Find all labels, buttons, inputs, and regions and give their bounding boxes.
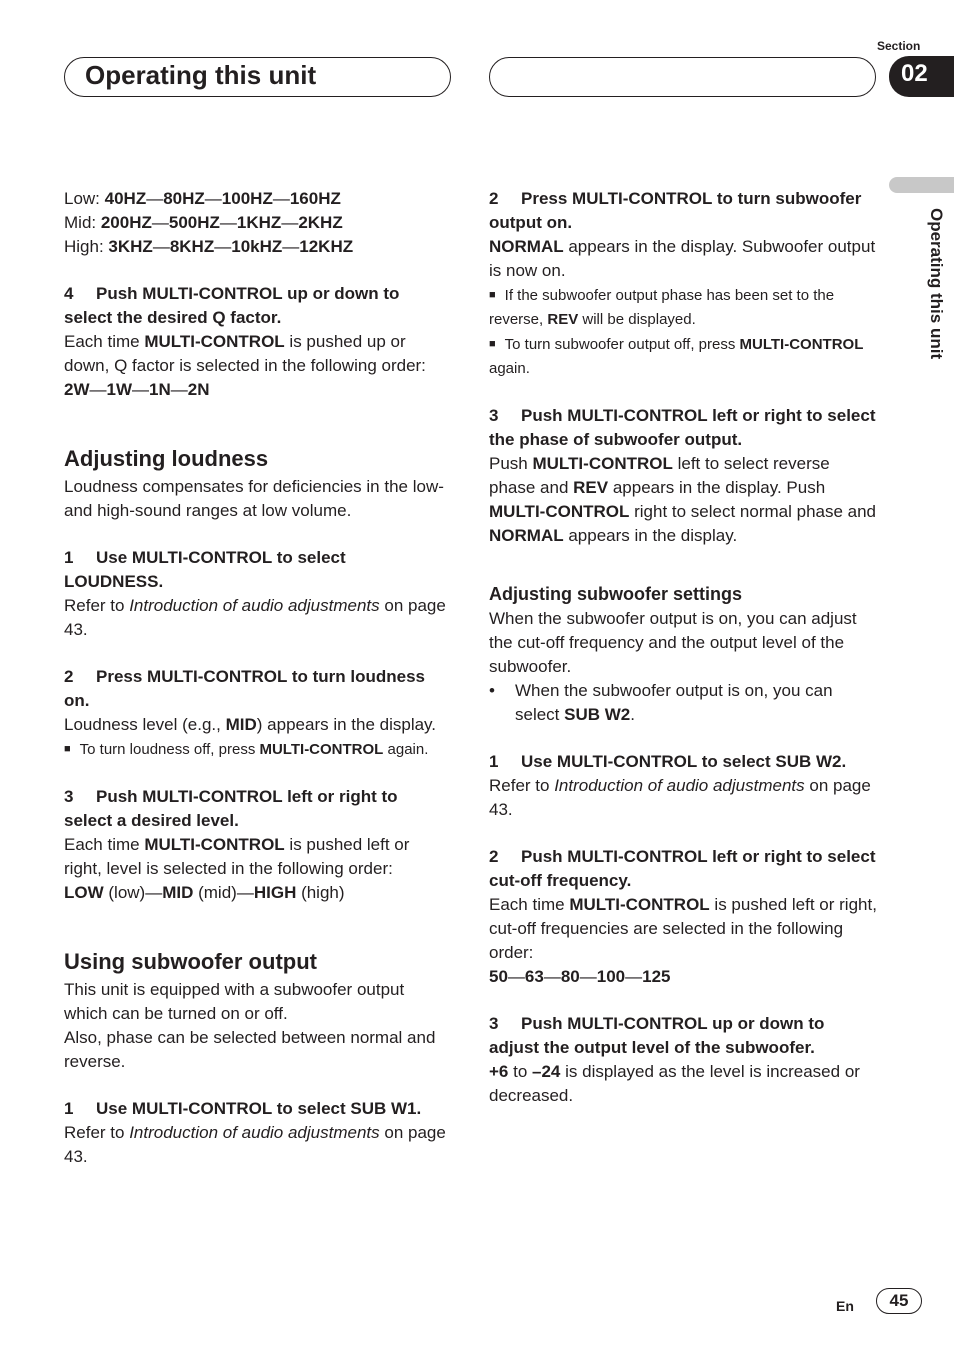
subwoofer-step-1-heading: 1 Use MULTI-CONTROL to select SUB W1. [64,1099,422,1118]
page-number: 45 [876,1288,922,1314]
loudness-intro: Loudness compensates for deficiencies in the low- and high-sound ranges at low volume. [64,477,444,520]
loudness-step-1-heading: 1 Use MULTI-CONTROL to select LOUDNESS. [64,548,346,591]
q-factor-order: 2W—1W—1N—2N [64,380,210,399]
subwoofer-step-2-body: NORMAL appears in the display. Subwoofer output is now on. [489,237,876,280]
settings-step-2-body: Each time MULTI-CONTROL is pushed left or right, cut-off frequencies are selected in the following order: [489,895,877,962]
loudness-step-3-heading: 3 Push MULTI-CONTROL left or right to select a desired level. [64,787,398,830]
section-label: Section [877,39,921,53]
loudness-off-note: ■ To turn loudness off, press MULTI-CONTROL again. [64,741,429,758]
left-column [64,187,448,1169]
subwoofer-step-1-reference: Refer to Introduction of audio adjustments on page 43. [64,1123,446,1166]
settings-step-1-heading: 1 Use MULTI-CONTROL to select SUB W2. [489,752,847,771]
settings-step-3-heading: 3 Push MULTI-CONTROL up or down to adjust the output level of the subwoofer. [489,1014,825,1057]
subwoofer-step-2-heading: 2 Press MULTI-CONTROL to turn subwoofer output on. [489,189,862,232]
subwoofer-intro-2: Also, phase can be selected between normal and reverse. [64,1028,436,1071]
cutoff-frequency-order: 50—63—80—100—125 [489,967,671,986]
settings-step-1-reference: Refer to Introduction of audio adjustments on page 43. [489,776,871,819]
subwoofer-heading: Using subwoofer output [64,949,317,974]
loudness-step-2-body: Loudness level (e.g., MID) appears in the display. [64,715,437,734]
header-blank-frame [489,57,876,97]
eq-high-line: High: 3KHZ—8KHZ—10kHZ—12KHZ [64,237,354,256]
loudness-step-1-reference: Refer to Introduction of audio adjustments on page 43. [64,596,446,639]
settings-step-3-body: +6 to –24 is displayed as the level is increased or decreased. [489,1062,860,1105]
settings-step-2-heading: 2 Push MULTI-CONTROL left or right to select cut-off frequency. [489,847,876,890]
eq-mid-line: Mid: 200HZ—500HZ—1KHZ—2KHZ [64,213,343,232]
right-column [489,187,879,1108]
language-label: En [836,1298,854,1314]
section-number-badge: 02 [889,56,954,97]
loudness-heading: Adjusting loudness [64,446,269,471]
loudness-step-2-heading: 2 Press MULTI-CONTROL to turn loudness on. [64,667,425,710]
page-title: Operating this unit [85,60,317,90]
subwoofer-step-3-heading: 3 Push MULTI-CONTROL left or right to select the phase of subwoofer output. [489,406,876,449]
side-tab-label: Operating this unit [927,208,946,360]
bullet-dot-icon: • [489,681,495,700]
subwoofer-reverse-note: ■ If the subwoofer output phase has been set to the reverse, REV will be displayed. [489,287,835,328]
square-bullet-icon: ■ [64,743,71,755]
subwoofer-step-3-body: Push MULTI-CONTROL left to select reverse phase and REV appears in the display. Push MULTI-CONTROL right to select normal phase and NORMAL appears in the display. [489,454,877,545]
loudness-level-order: LOW (low)—MID (mid)—HIGH (high) [64,883,345,902]
subwoofer-off-note: ■ To turn subwoofer output off, press MULTI-CONTROL again. [489,336,864,377]
step-4-heading: 4 Push MULTI-CONTROL up or down to select the desired Q factor. [64,284,400,327]
subwoofer-settings-intro: When the subwoofer output is on, you can adjust the cut-off frequency and the output level of the subwoofer. [489,609,857,676]
subwoofer-settings-bullet: • When the subwoofer output is on, you can select SUB W2. [489,681,833,724]
step-4-body: Each time MULTI-CONTROL is pushed up or down, Q factor is selected in the following order: [64,332,426,375]
square-bullet-icon: ■ [489,289,496,301]
side-tab-marker [889,177,954,193]
subwoofer-intro-1: This unit is equipped with a subwoofer output which can be turned on or off. [64,980,405,1023]
square-bullet-icon: ■ [489,338,496,350]
eq-low-line: Low: 40HZ—80HZ—100HZ—160HZ [64,189,341,208]
loudness-step-3-body: Each time MULTI-CONTROL is pushed left or right, level is selected in the following order: [64,835,410,878]
subwoofer-settings-heading: Adjusting subwoofer settings [489,584,743,604]
